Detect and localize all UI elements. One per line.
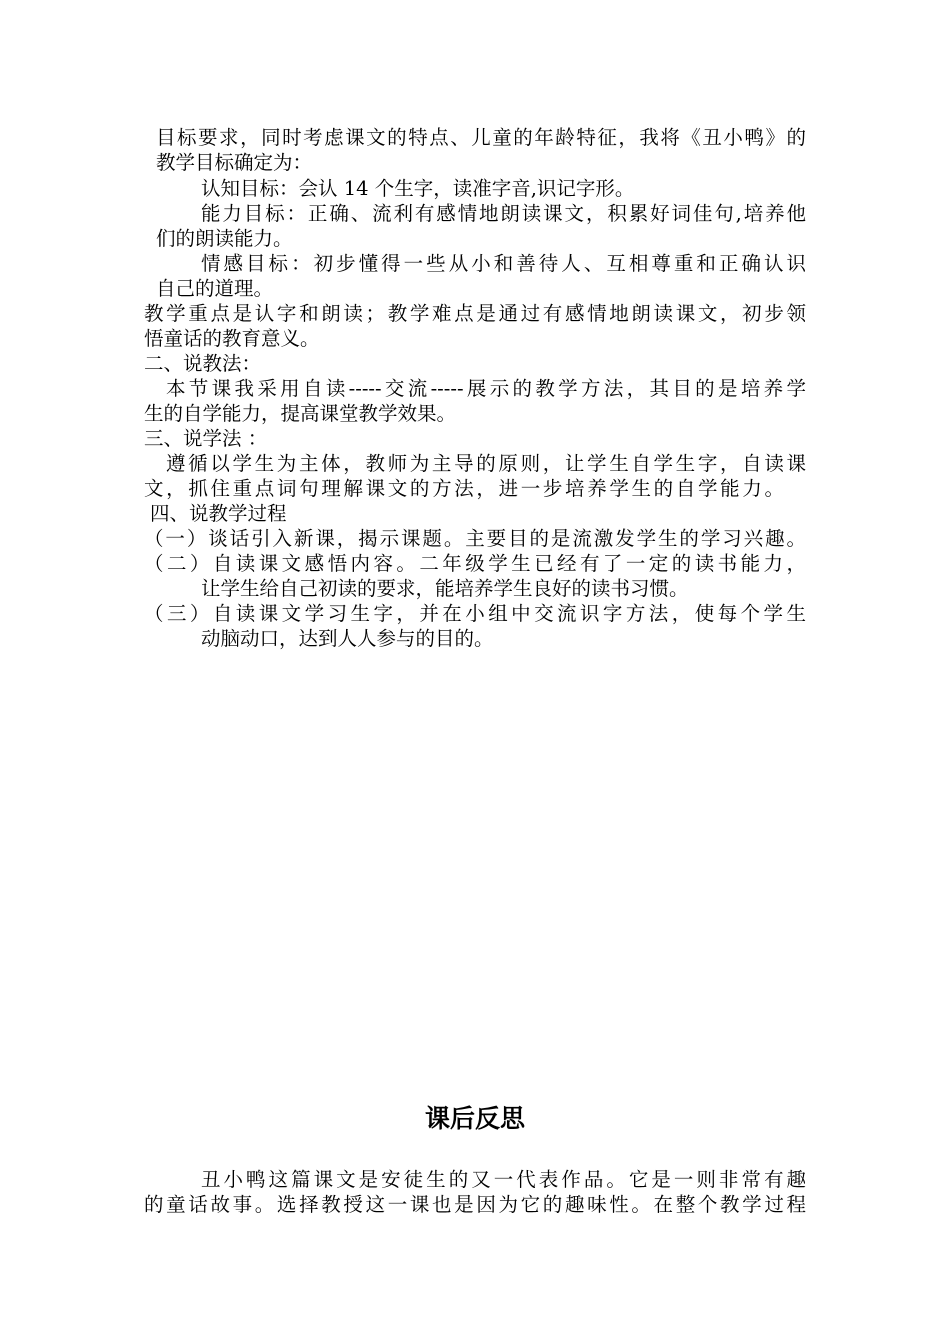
text-line: 认知目标：会认 14 个生字，读准字音,识记字形。: [201, 177, 635, 200]
text-line: 情感目标：初步懂得一些从小和善待人、互相尊重和正确认识: [201, 252, 806, 275]
text-line: 丑小鸭这篇课文是安徒生的又一代表作品。它是一则非常有趣: [201, 1168, 806, 1191]
text-line: 动脑动口，达到人人参与的目的。: [201, 627, 494, 650]
text-line: 目标要求，同时考虑课文的特点、儿童的年龄特征，我将《丑小鸭》的: [156, 126, 806, 149]
list-item: （二）自读课文感悟内容。二年级学生已经有了一定的读书能力，: [144, 552, 806, 575]
text-line: 们的朗读能力。: [156, 227, 293, 250]
text-line: 教学目标确定为：: [156, 151, 313, 174]
section-heading: 四、说教学过程: [150, 502, 287, 525]
list-item: （一）谈话引入新课，揭示课题。主要目的是流激发学生的学习兴趣。: [144, 527, 806, 550]
section-heading: 二、说教法：: [144, 352, 262, 375]
text-line: 遵循以学生为主体，教师为主导的原则，让学生自学生字，自读课: [166, 452, 806, 475]
text-line: 教学重点是认字和朗读；教学难点是通过有感情地朗读课文，初步领: [144, 302, 806, 325]
section-heading: 三、说学法 ：: [144, 427, 268, 450]
page-title: 课后反思: [424, 1104, 525, 1133]
text-line: 的童话故事。选择教授这一课也是因为它的趣味性。在整个教学过程: [144, 1193, 806, 1216]
text-line: 自己的道理。: [156, 277, 274, 300]
text-line: 文，抓住重点词句理解课文的方法，进一步培养学生的自学能力。: [144, 477, 784, 500]
text-line: 本节课我采用自读-----交流-----展示的教学方法，其目的是培养学: [166, 377, 806, 400]
list-item: （三）自读课文学习生字，并在小组中交流识字方法，使每个学生: [144, 602, 806, 625]
text-line: 悟童话的教育意义。: [144, 327, 320, 350]
text-line: 能力目标：正确、流利有感情地朗读课文，积累好词佳句,培养他: [201, 202, 806, 225]
text-line: 让学生给自己初读的要求，能培养学生良好的读书习惯。: [201, 577, 689, 600]
text-line: 生的自学能力，提高课堂教学效果。: [144, 402, 457, 425]
